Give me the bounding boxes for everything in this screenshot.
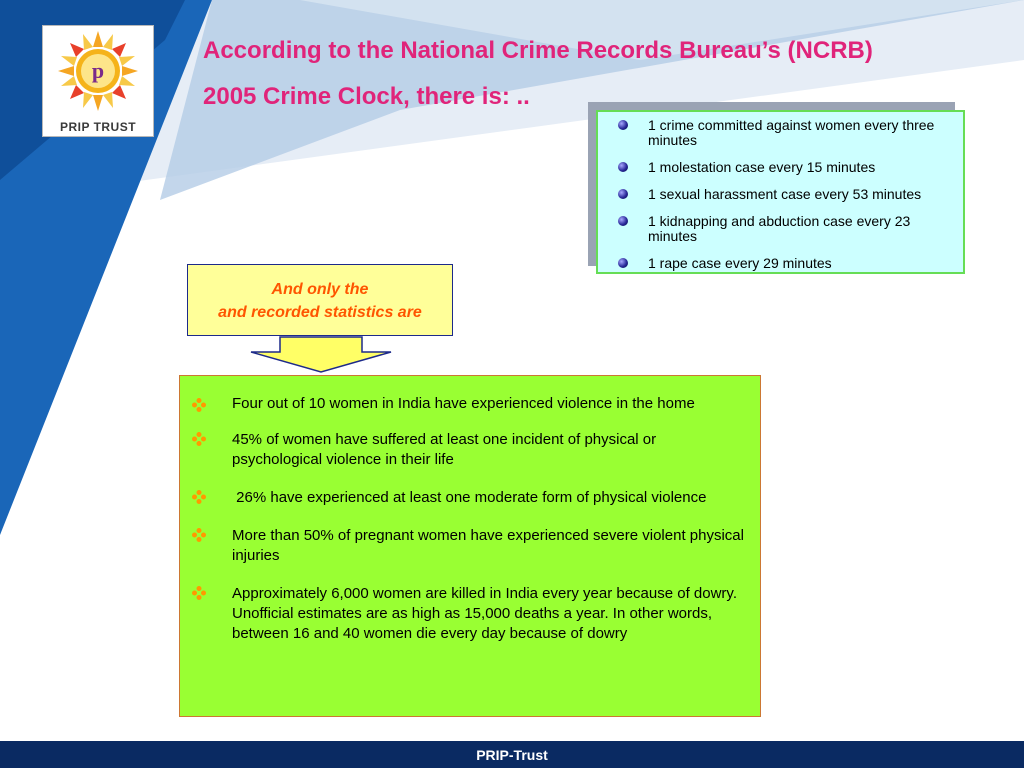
diamond-bullet-icon — [192, 490, 206, 504]
list-item — [192, 396, 748, 412]
svg-text:p: p — [91, 58, 105, 83]
round-bullet-icon — [618, 189, 628, 199]
footer-bar — [0, 741, 1024, 768]
list-item — [618, 160, 953, 175]
list-item — [618, 214, 953, 244]
crime-clock-list — [618, 118, 953, 271]
round-bullet-icon — [618, 120, 628, 130]
list-item — [192, 526, 748, 566]
list-item-text: 1 rape case every 29 minutes — [648, 255, 832, 271]
list-item-text: 45% of women have suffered at least one incident of physical or psychological violence in their life — [232, 431, 657, 468]
crime-clock-box — [596, 110, 965, 274]
list-item-text: Approximately 6,000 women are killed in India every year because of dowry. Unofficial estimates are as high as 15,000 deaths a year. In other words, between 16 and 40 women die every day because of dowry — [232, 585, 737, 642]
list-item — [618, 118, 953, 148]
round-bullet-icon — [618, 258, 628, 268]
list-item-text: More than 50% of pregnant women have experienced severe violent physical injuries — [232, 527, 744, 564]
list-item-text: 1 sexual harassment case every 53 minutes — [648, 186, 922, 202]
round-bullet-icon — [618, 216, 628, 226]
list-item-text: 1 crime committed against women every three minutes — [648, 117, 935, 148]
logo-text: PRIP TRUST — [59, 120, 137, 134]
list-item — [618, 256, 953, 271]
callout-box — [187, 264, 453, 336]
callout-line-2: and recorded statistics are — [218, 304, 422, 321]
title-line-2: 2005 Crime Clock, there is: .. — [203, 83, 530, 110]
list-item-text: Four out of 10 women in India have experienced violence in the home — [232, 395, 695, 412]
list-item — [192, 488, 748, 508]
round-bullet-icon — [618, 162, 628, 172]
prip-trust-logo — [42, 25, 154, 137]
list-item-text: 26% have experienced at least one moderate form of physical violence — [232, 489, 707, 506]
diamond-bullet-icon — [192, 528, 206, 542]
list-item — [192, 430, 748, 470]
sun-logo-icon — [43, 26, 153, 121]
list-item — [618, 187, 953, 202]
list-item-text: 1 molestation case every 15 minutes — [648, 159, 876, 175]
title-line-1: According to the National Crime Records Bureau’s (NCRB) — [203, 37, 873, 64]
down-arrow-icon — [250, 336, 392, 374]
list-item-text: 1 kidnapping and abduction case every 23 minutes — [648, 213, 911, 244]
callout-line-1: And only the — [271, 281, 369, 298]
list-item — [192, 584, 748, 644]
statistics-list — [192, 396, 748, 644]
diamond-bullet-icon — [192, 432, 206, 446]
diamond-bullet-icon — [192, 586, 206, 600]
statistics-box — [179, 375, 761, 717]
diamond-bullet-icon — [192, 398, 206, 412]
footer-text: PRIP-Trust — [476, 747, 548, 763]
